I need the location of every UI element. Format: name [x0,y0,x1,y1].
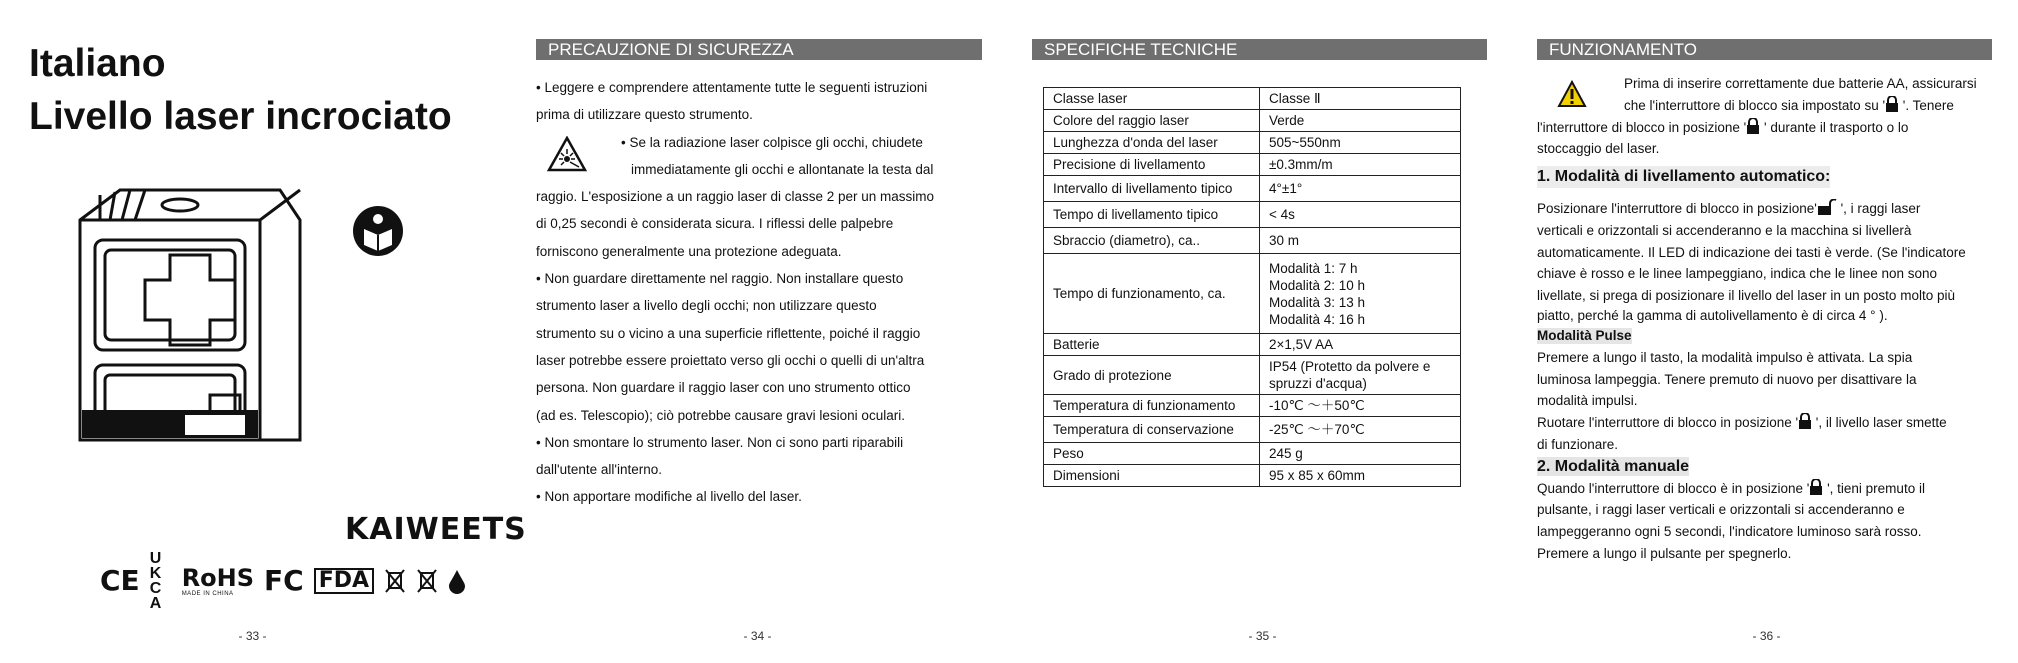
brand-logo: KAIWEETS [345,512,527,547]
text-line: strumento laser a livello degli occhi; non utilizzare questo [536,298,877,314]
spec-row [1044,443,1461,465]
spec-row [1044,88,1461,110]
spec-row [1044,395,1461,417]
page-36 [1515,0,2018,663]
page-number: - 35 - [1248,629,1277,643]
text-line: persona. Non guardare il raggio laser con uno strumento ottico [536,380,911,396]
spec-row [1044,176,1461,202]
text-line: (ad es. Telescopio); ciò potrebbe causare gravi lesioni oculari. [536,407,905,423]
spec-value: IP54 (Protetto da polvere e spruzzi d'acqua) [1260,356,1461,395]
spec-key: Tempo di funzionamento, ca. [1044,254,1260,334]
language-heading: Italiano [29,42,166,85]
lock-closed-icon [1798,413,1812,429]
spec-value: 245 g [1260,443,1461,465]
page-number: - 34 - [743,629,772,643]
text-line: luminosa lampeggia. Tenere premuto di nuovo per disattivare la [1537,371,1917,387]
lock-open-icon [1817,199,1837,215]
spec-value: Classe Ⅱ [1260,88,1461,110]
battery-disposal-icon [416,568,438,594]
spec-value: 4°±1° [1260,176,1461,202]
spec-key: Tempo di livellamento tipico [1044,202,1260,228]
spec-key: Grado di protezione [1044,356,1260,395]
text-line: prima di utilizzare questo strumento. [536,107,753,123]
spec-key: Classe laser [1044,88,1260,110]
lock-closed-icon [1746,118,1760,134]
text-line: Premere a lungo il pulsante per spegnerlo. [1537,545,1792,561]
page-number: - 36 - [1752,629,1781,643]
spec-key: Precisione di livellamento [1044,154,1260,176]
text-line: Premere a lungo il tasto, la modalità impulso è attivata. La spia [1537,349,1913,365]
spec-key: Batterie [1044,334,1260,356]
spec-value: 505~550nm [1260,132,1461,154]
lock-closed-icon [1809,479,1823,495]
section-header-safety: PRECAUZIONE DI SICUREZZA [536,39,982,60]
text-line: laser potrebbe essere proiettato verso gli occhi o quelli di un'altra [536,352,925,368]
spec-row [1044,465,1461,487]
text-line: • Se la radiazione laser colpisce gli occhi, chiudete [621,134,923,150]
page-number: - 33 - [238,629,267,643]
text-line: di 0,25 secondi è considerata sicura. I riflessi delle palpebre [536,216,894,232]
rohs-mark: RoHS MADE IN CHINA [181,563,255,597]
weee-bin-icon [384,568,406,594]
safety-text [536,74,986,511]
ukca-mark: UK CA [149,550,162,612]
spec-row [1044,202,1461,228]
spec-value: Modalità 1: 7 h Modalità 2: 10 h Modalità 3: 13 h Modalità 4: 16 h [1260,254,1461,334]
heading-manual-mode: 2. Modalità manuale [1537,457,1690,475]
spec-key: Sbraccio (diametro), ca.. [1044,228,1260,254]
text-line: pulsante, i raggi laser verticali e orizzontali si accenderanno e [1537,502,1905,518]
spec-value: -10℃ ～＋50℃ [1260,395,1461,417]
text-line: forniscono generalmente una protezione adeguata. [536,243,842,259]
page-35 [1010,0,1515,663]
water-drop-icon [448,568,466,594]
spec-row [1044,356,1461,395]
fda-mark: FDA [314,568,374,594]
text-line: immediatamente gli occhi e allontanate la testa dal [631,161,934,177]
text-line: Posizionare l'interruttore di blocco in posizione' ', i raggi laser [1537,200,1921,216]
text-line: • Leggere e comprendere attentamente tutte le seguenti istruzioni [536,80,928,95]
spec-value: 30 m [1260,228,1461,254]
spec-row [1044,254,1461,334]
read-manual-icon [352,205,404,257]
spec-key: Colore del raggio laser [1044,110,1260,132]
spec-row [1044,154,1461,176]
section-header-operation: FUNZIONAMENTO [1537,39,1992,60]
spec-row [1044,110,1461,132]
fcc-mark: FC [264,564,304,597]
ce-mark: CE [100,564,140,597]
product-title: Livello laser incrociato [29,95,452,138]
text-line: automaticamente. Il LED di indicazione dei tasti è verde. (Se l'indicatore [1537,244,1966,260]
text-line: • Non smontare lo strumento laser. Non ci sono parti riparabili [536,434,904,450]
spec-value: -25℃ ～＋70℃ [1260,417,1461,443]
text-line: verticali e orizzontali si accenderanno e la macchina si livellerà [1537,222,1912,238]
text-line: livellate, si prega di posizionare il livello del laser in un posto molto più [1537,288,1955,304]
laser-level-device-image [60,180,320,460]
text-line: Ruotare l'interruttore di blocco in posizione ' ', il livello laser smette [1537,415,1947,431]
spec-value: Verde [1260,110,1461,132]
text-line: • Non guardare direttamente nel raggio. Non installare questo [536,271,904,287]
spec-value: < 4s [1260,202,1461,228]
spec-row [1044,417,1461,443]
spec-value: ±0.3mm/m [1260,154,1461,176]
page-33 [0,0,527,663]
section-header-specs: SPECIFICHE TECNICHE [1032,39,1487,60]
text-line: strumento su o vicino a una superficie riflettente, poiché il raggio [536,325,921,341]
text-line: stoccaggio del laser. [1537,141,1660,157]
text-line: modalità impulsi. [1537,393,1638,409]
text-line: Prima di inserire correttamente due batterie AA, assicurarsi [1624,76,1977,91]
laser-warning-icon [547,136,587,172]
spec-row [1044,228,1461,254]
page-34 [505,0,1010,663]
heading-auto-mode: 1. Modalità di livellamento automatico: [1537,166,1830,188]
text-line: raggio. L'esposizione a un raggio laser di classe 2 per un massimo [536,189,935,205]
spec-key: Peso [1044,443,1260,465]
spec-value: 95 x 85 x 60mm [1260,465,1461,487]
spec-table [1043,87,1461,487]
text-line: • Non apportare modifiche al livello del laser. [536,489,802,505]
spec-row [1044,334,1461,356]
text-line: dall'utente all'interno. [536,462,662,478]
certification-marks [100,551,466,611]
spec-key: Lunghezza d'onda del laser [1044,132,1260,154]
text-line: chiave è rosso e le linee lampeggiano, indica che le linee non sono [1537,266,1938,282]
spec-key: Intervallo di livellamento tipico [1044,176,1260,202]
text-line: piatto, perché la gamma di autolivellamento è di circa 4 ° ). [1537,307,1888,323]
spec-key: Dimensioni [1044,465,1260,487]
operation-text [1537,73,2007,565]
text-line: di funzionare. [1537,436,1619,452]
text-line: lampeggeranno ogni 5 secondi, l'indicatore luminoso sarà rosso. [1537,524,1922,540]
text-line: l'interruttore di blocco in posizione ' ' durante il trasporto o lo [1537,119,1909,135]
spec-value: 2×1,5V AA [1260,334,1461,356]
spec-row [1044,132,1461,154]
text-line: Quando l'interruttore di blocco è in posizione ' ', tieni premuto il [1537,480,1925,496]
lock-closed-icon [1885,96,1899,112]
text-line: che l'interruttore di blocco sia impostato su ' '. Tenere [1624,97,1954,113]
heading-pulse-mode: Modalità Pulse [1537,327,1632,343]
spec-key: Temperatura di funzionamento [1044,395,1260,417]
spec-key: Temperatura di conservazione [1044,417,1260,443]
